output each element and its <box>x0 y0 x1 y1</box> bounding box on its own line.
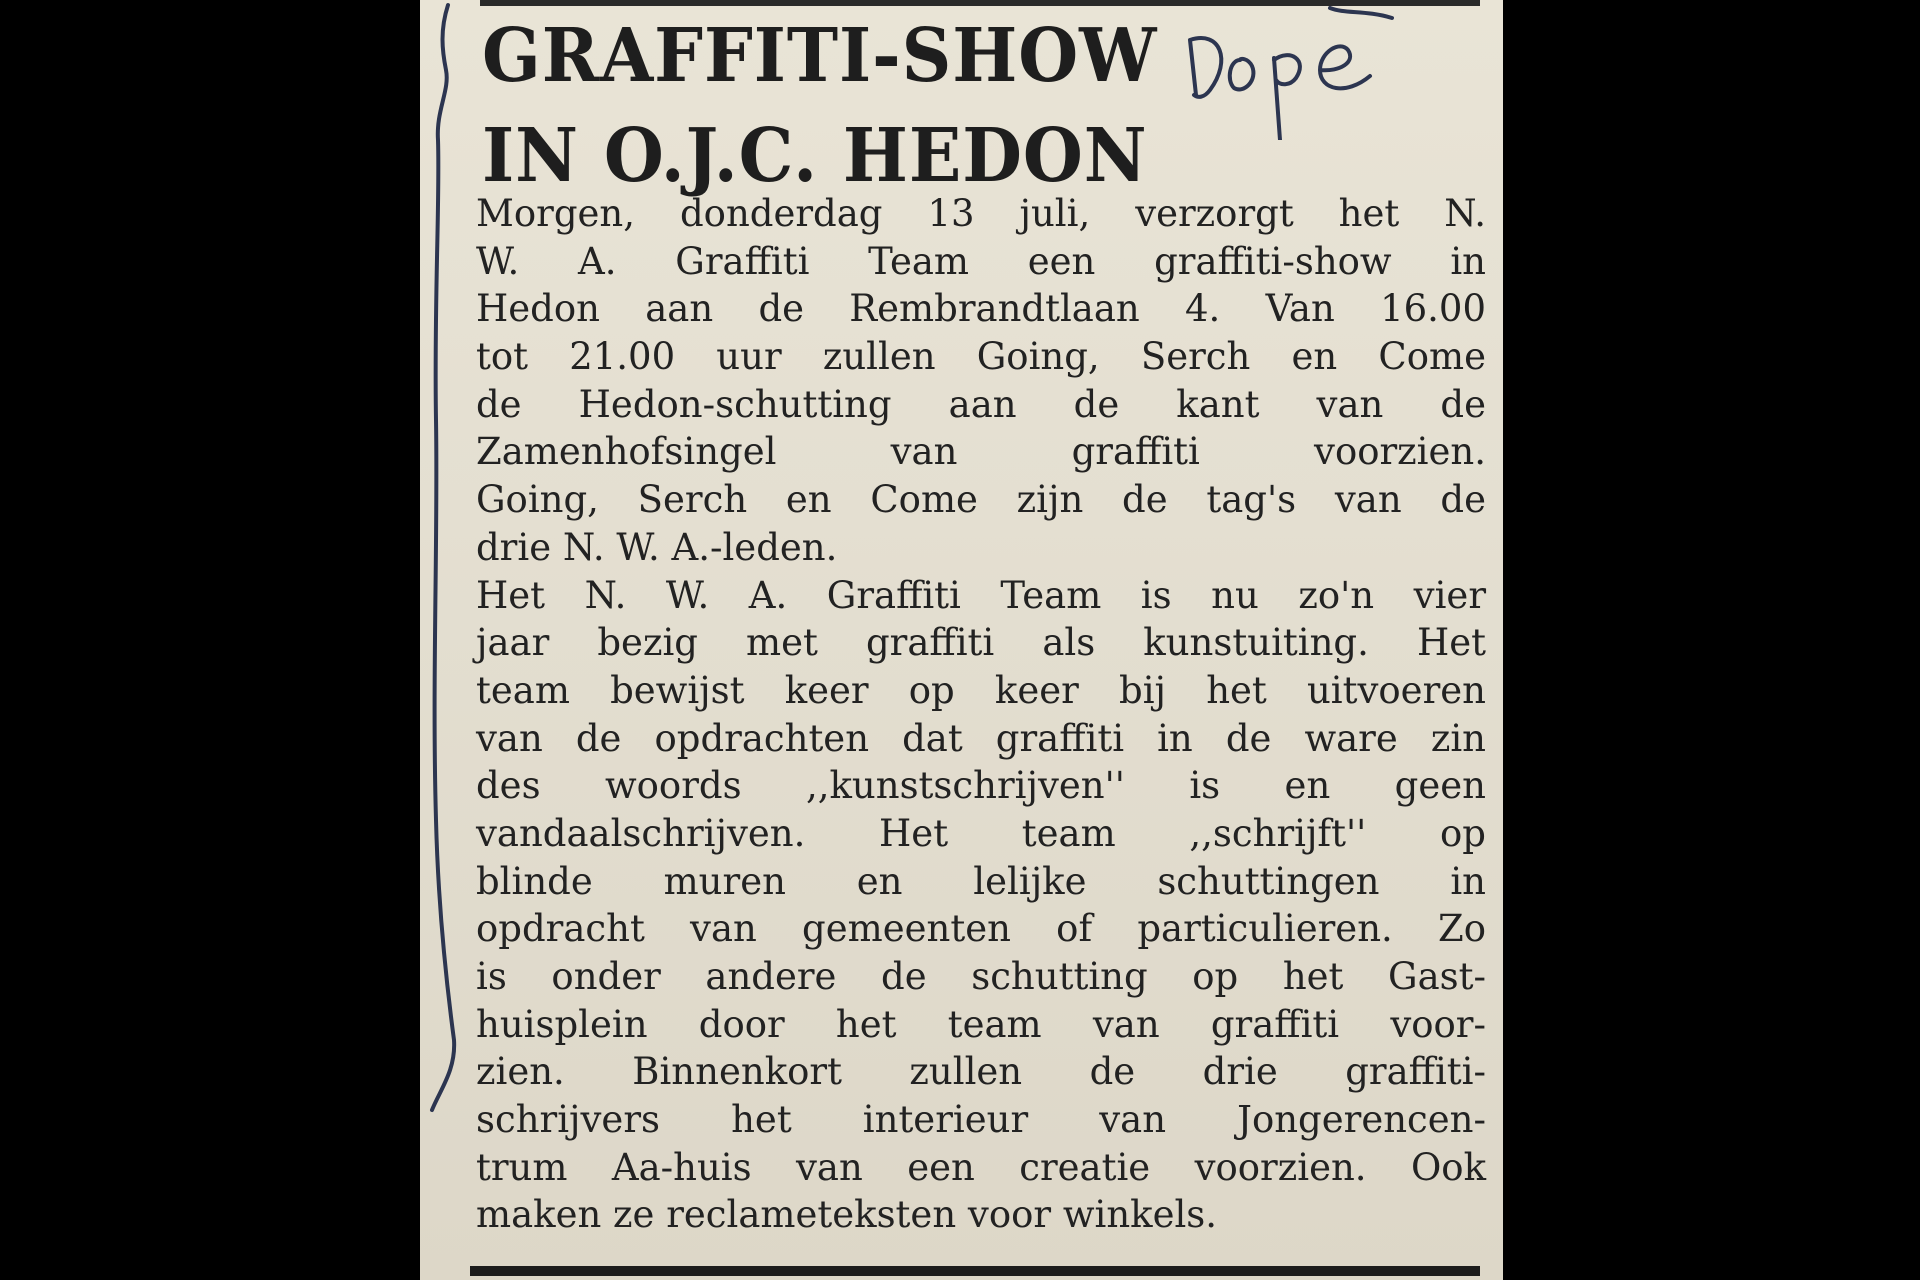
text-line: van de opdrachten dat graffiti in de ware zin <box>476 716 1486 760</box>
pen-bracket-mark <box>426 0 466 1120</box>
headline <box>482 6 1157 206</box>
text-line: drie N. W. A.-leden. <box>476 525 838 569</box>
bottom-rule <box>470 1266 1480 1276</box>
text-line: vandaalschrijven. Het team ,,schrijft'' op <box>476 811 1486 855</box>
text-line: Het N. W. A. Graffiti Team is nu zo'n vier <box>476 573 1486 617</box>
text-line: huisplein door het team van graffiti voor- <box>476 1002 1486 1046</box>
text-line: W. A. Graffiti Team een graffiti-show in <box>476 239 1486 283</box>
text-line: des woords ,,kunstschrijven'' is en geen <box>476 764 1486 808</box>
handwritten-signature <box>1170 0 1400 140</box>
text-line: Morgen, donderdag 13 juli, verzorgt het N. <box>476 192 1486 235</box>
article-body <box>476 190 1486 1239</box>
text-line: de Hedon-schutting aan de kant van de <box>476 382 1486 426</box>
paragraph-1 <box>476 190 1486 572</box>
text-line: maken ze reclameteksten voor winkels. <box>476 1193 1218 1237</box>
text-line: tot 21.00 uur zullen Going, Serch en Come <box>476 335 1486 379</box>
newspaper-clipping <box>420 0 1503 1280</box>
text-line: Zamenhofsingel van graffiti voorzien. <box>476 430 1486 474</box>
text-line: Hedon aan de Rembrandtlaan 4. Van 16.00 <box>476 287 1486 331</box>
headline-line-1: GRAFFITI-SHOW <box>482 13 1158 99</box>
text-line: blinde muren en lelijke schuttingen in <box>476 859 1486 903</box>
text-line: jaar bezig met graffiti als kunstuiting. Het <box>476 621 1486 665</box>
paragraph-2 <box>476 572 1486 1240</box>
text-line: is onder andere de schutting op het Gast- <box>476 955 1486 998</box>
text-line: opdracht van gemeenten of particulieren. Zo <box>476 907 1486 951</box>
text-line: team bewijst keer op keer bij het uitvoeren <box>476 668 1486 712</box>
text-line: zien. Binnenkort zullen de drie graffiti- <box>476 1050 1486 1094</box>
headline-line-2: IN O.J.C. HEDON <box>482 113 1148 199</box>
text-line: trum Aa-huis van een creatie voorzien. Ook <box>476 1145 1486 1189</box>
text-line: schrijvers het interieur van Jongerencen- <box>476 1098 1486 1142</box>
text-line: Going, Serch en Come zijn de tag's van de <box>476 478 1486 522</box>
